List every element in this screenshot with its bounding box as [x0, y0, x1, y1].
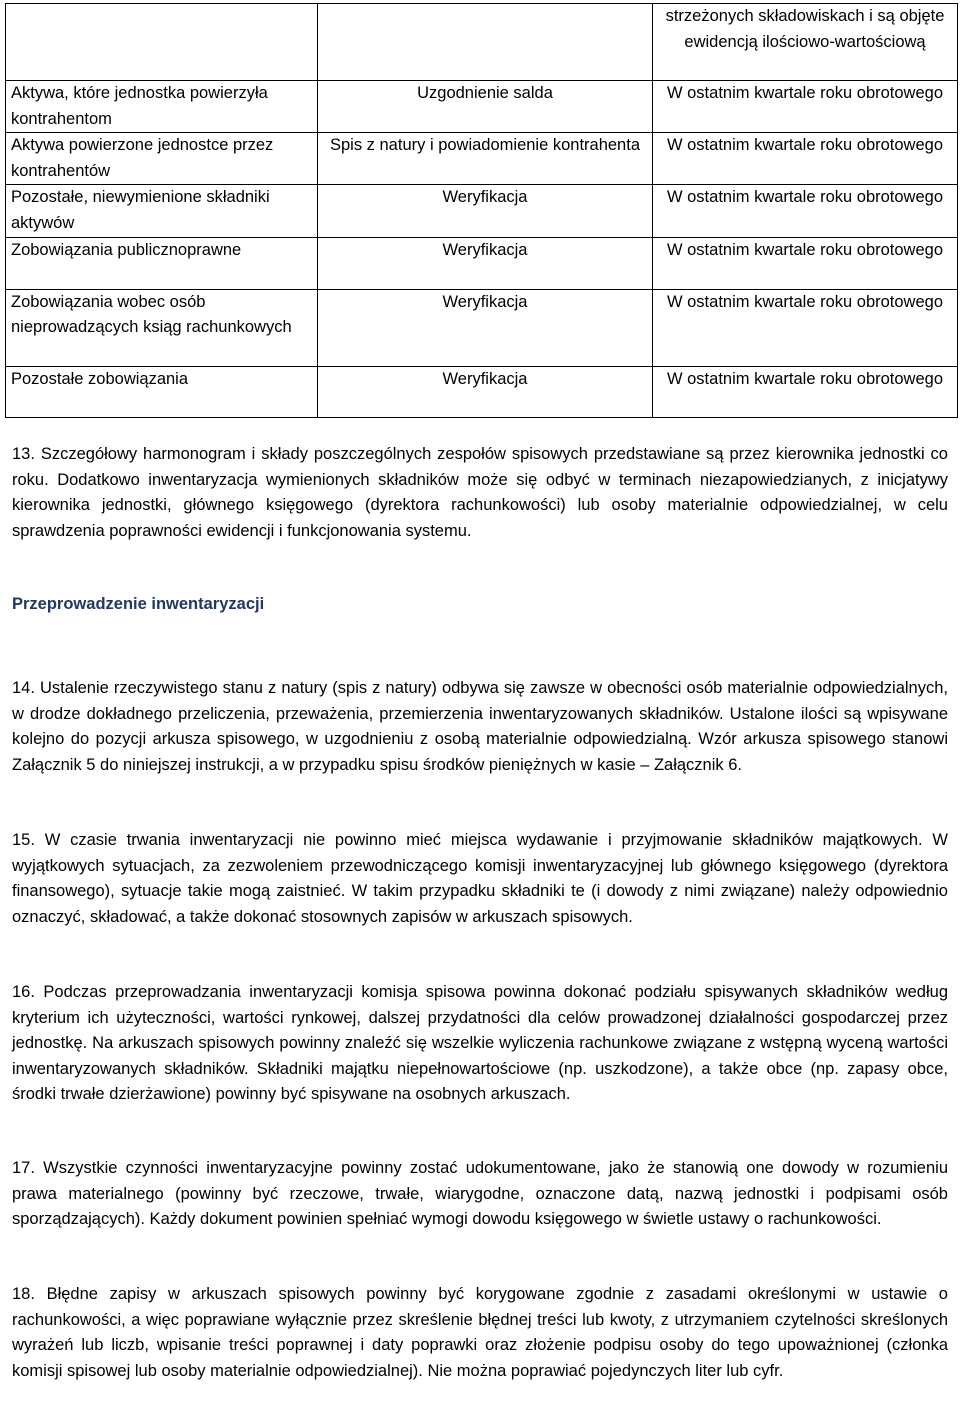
- paragraph-18: 18. Błędne zapisy w arkuszach spisowych powinny być korygowane zgodnie z zasadami określonymi w ustawie o rachunkowości, a więc poprawiane wyłącznie przez skreślenie błędnej treści lub kwoty, z utrzymaniem czytelności skreślonych wyrażeń lub liczb, wpisanie treści poprawnej i daty poprawki oraz złożenie podpisu osoby do tego upoważnionej (członka komisji spisowej lub osoby materialnie odpowiedzialnej). Nie można poprawiać pojedynczych liter lub cyfr.: [12, 1285, 948, 1380]
- method-cell: [318, 4, 653, 81]
- method-cell: Weryfikacja: [318, 185, 653, 237]
- deadline-cell: W ostatnim kwartale roku obrotowego: [653, 133, 958, 185]
- paragraph-16: 16. Podczas przeprowadzania inwentaryzacji komisja spisowa powinna dokonać podziału spisywanych składników według kryterium ich użyteczności, wartości rynkowej, dalszej przydatności dla celów prowadzonej działalności gospodarczej przez jednostkę. Na arkuszach spisowych powinny znaleźć się wszelkie wyliczenia rachunkowe związane z wstępną wyceną wartości inwentaryzowanych składników. Składniki majątku niepełnowartościowe (np. uszkodzone), a także obce (np. zapasy obce, środki trwałe dzierżawione) powinny być spisywane na osobnych arkuszach.: [12, 983, 948, 1104]
- asset-cell: Pozostałe zobowiązania: [6, 366, 318, 417]
- deadline-cell: W ostatnim kwartale roku obrotowego: [653, 81, 958, 133]
- asset-cell: Zobowiązania publicznoprawne: [6, 237, 318, 289]
- deadline-cell: W ostatnim kwartale roku obrotowego: [653, 366, 958, 417]
- inventory-schedule-table: [5, 3, 958, 418]
- table-row: [6, 366, 958, 417]
- deadline-cell: W ostatnim kwartale roku obrotowego: [653, 185, 958, 237]
- deadline-cell: W ostatnim kwartale roku obrotowego: [653, 289, 958, 366]
- table-row: [6, 133, 958, 185]
- paragraph-15: 15. W czasie trwania inwentaryzacji nie powinno mieć miejsca wydawanie i przyjmowanie składników majątkowych. W wyjątkowych sytuacjach, za zezwoleniem przewodniczącego komisji inwentaryzacyjnej lub głównego księgowego (dyrektora finansowego), sytuacje takie mogą zaistnieć. W takim przypadku składniki te (i dowody z nimi związane) należy odpowiednio oznaczyć, składować, a także dokonać stosownych zapisów w arkuszach spisowych.: [12, 831, 948, 926]
- deadline-cell: W ostatnim kwartale roku obrotowego: [653, 237, 958, 289]
- deadline-cell: strzeżonych składowiskach i są objęte ewidencją ilościowo-wartościową: [653, 4, 958, 81]
- method-cell: Weryfikacja: [318, 366, 653, 417]
- method-cell: Spis z natury i powiadomienie kontrahenta: [318, 133, 653, 185]
- table-row: [6, 185, 958, 237]
- paragraph-14: 14. Ustalenie rzeczywistego stanu z natury (spis z natury) odbywa się zawsze w obecności osób materialnie odpowiedzialnych, w drodze dokładnego przeliczenia, przeważenia, przemierzenia inwentaryzowanych składników. Ustalone ilości są wpisywane kolejno do pozycji arkusza spisowego, w uzgodnieniu z osobą materialnie odpowiedzialną. Wzór arkusza spisowego stanowi Załącznik 5 do niniejszej instrukcji, a w przypadku spisu środków pieniężnych w kasie – Załącznik 6.: [12, 679, 948, 774]
- table-row: [6, 81, 958, 133]
- paragraph-13: 13. Szczegółowy harmonogram i składy poszczególnych zespołów spisowych przedstawiane są przez kierownika jednostki co roku. Dodatkowo inwentaryzacja wymienionych składników może się odbyć w terminach niezapowiedzianych, z inicjatywy kierownika jednostki, głównego księgowego (dyrektora rachunkowości) lub osoby materialnie odpowiedzialnej, w celu sprawdzenia poprawności ewidencji i funkcjonowania systemu.: [12, 445, 948, 540]
- asset-cell: [6, 4, 318, 81]
- section-heading: Przeprowadzenie inwentaryzacji: [12, 595, 265, 613]
- asset-cell: Aktywa, które jednostka powierzyła kontrahentom: [6, 81, 318, 133]
- asset-cell: Zobowiązania wobec osób nieprowadzących ksiąg rachunkowych: [6, 289, 318, 366]
- table-row: [6, 237, 958, 289]
- paragraph-17: 17. Wszystkie czynności inwentaryzacyjne powinny zostać udokumentowane, jako że stanowią one dowody w rozumieniu prawa materialnego (powinny być rzeczowe, trwałe, wiarygodne, oznaczone datą, nazwą jednostki i podpisami osób sporządzających). Każdy dokument powinien spełniać wymogi dowodu księgowego w świetle ustawy o rachunkowości.: [12, 1159, 948, 1229]
- table-row: [6, 4, 958, 81]
- table-row: [6, 289, 958, 366]
- asset-cell: Pozostałe, niewymienione składniki aktywów: [6, 185, 318, 237]
- method-cell: Uzgodnienie salda: [318, 81, 653, 133]
- method-cell: Weryfikacja: [318, 289, 653, 366]
- asset-cell: Aktywa powierzone jednostce przez kontrahentów: [6, 133, 318, 185]
- method-cell: Weryfikacja: [318, 237, 653, 289]
